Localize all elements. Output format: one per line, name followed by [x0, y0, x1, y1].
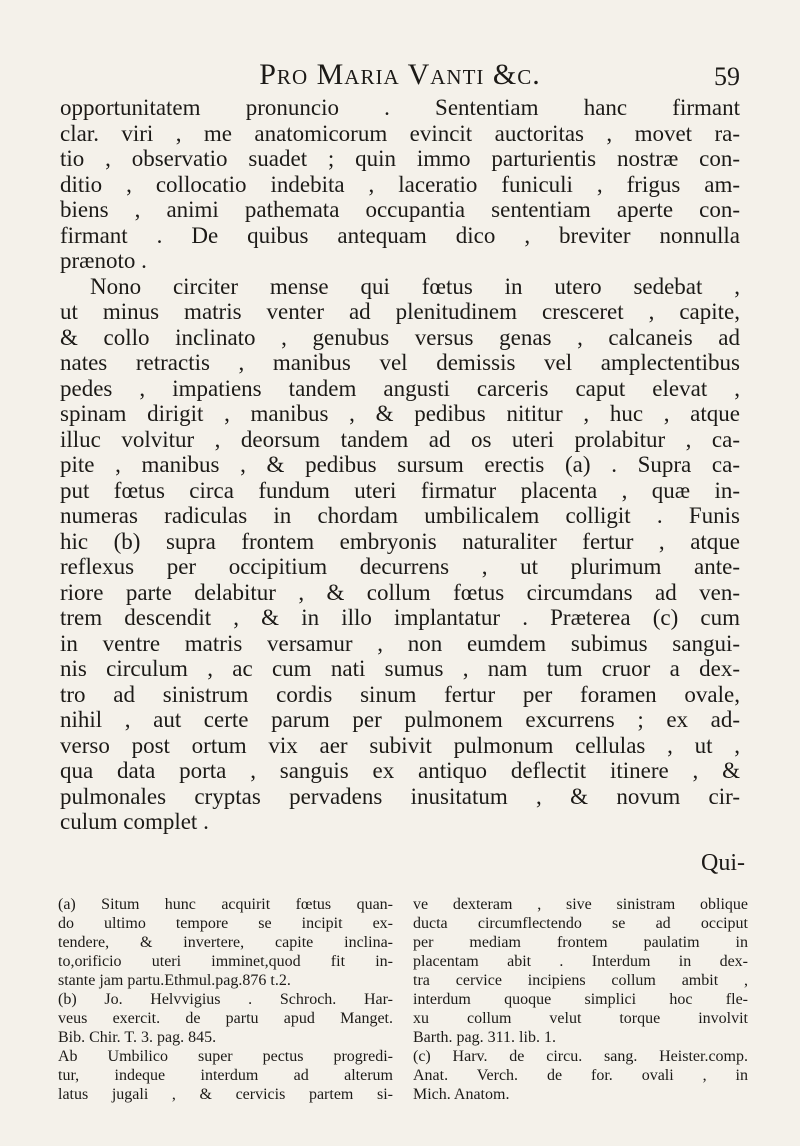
- footnote-line: tur, indeque interdum ad alterum: [58, 1067, 393, 1084]
- body-line: reflexus per occipitium decurrens , ut plurimum ante-: [60, 554, 740, 579]
- footnote-line: Ab Umbilico super pectus progredi-: [58, 1048, 393, 1065]
- body-line: spinam dirigit , manibus , & pedibus nititur , huc , atque: [60, 401, 740, 426]
- footnote-line: placentam abit . Interdum in dex-: [413, 953, 748, 970]
- footnote-line: to,orificio uteri imminet,quod fit in-: [58, 953, 393, 970]
- body-line: ditio , collocatio indebita , laceratio funiculi , frigus am-: [60, 171, 740, 197]
- footnote-line: Anat. Verch. de for. ovali , in: [413, 1067, 748, 1084]
- footnotes-left-column: [58, 895, 393, 1115]
- footnote-line: (a) Situm hunc acquirit fœtus quan-: [58, 896, 393, 913]
- footnote-line: do ultimo tempore se incipit ex-: [58, 915, 393, 932]
- body-line: illuc volvitur , deorsum tandem ad os uteri prolabitur , ca-: [60, 426, 740, 452]
- body-line: tro ad sinistrum cordis sinum fertur per foramen ovale,: [60, 681, 740, 707]
- footnote-line: Barth. pag. 311. lib. 1.: [413, 1029, 556, 1046]
- footnotes: [58, 895, 748, 1115]
- body-line: Nono circiter mense qui fœtus in utero sedebat ,: [90, 273, 740, 299]
- body-line: biens , animi pathemata occupantia sententiam aperte con-: [60, 197, 740, 222]
- body-line: verso post ortum vix aer subivit pulmonum cellulas , ut ,: [60, 732, 740, 758]
- footnote-line: ve dexteram , sive sinistram oblique: [413, 896, 748, 913]
- footnote-line: stante jam partu.Ethmul.pag.876 t.2.: [58, 972, 291, 989]
- body-line: culum complet .: [60, 809, 209, 834]
- body-line: nis circulum , ac cum nati sumus , nam tum cruor a dex-: [60, 656, 740, 681]
- body-line: pedes , impatiens tandem angusti carceris caput elevat ,: [60, 375, 740, 401]
- body-line: hic (b) supra frontem embryonis naturaliter fertur , atque: [60, 528, 740, 554]
- page-number: 59: [714, 62, 740, 91]
- body-line: put fœtus circa fundum uteri firmatur placenta , quæ in-: [60, 477, 740, 503]
- footnote-line: latus jugali , & cervicis partem si-: [58, 1086, 393, 1103]
- body-line: nates retractis , manibus vel demissis vel amplectentibus: [60, 350, 740, 375]
- body-line: trem descendit , & in illo implantatur . Præterea (c) cum: [60, 605, 740, 630]
- body-line: pite , manibus , & pedibus sursum erectis (a) . Supra ca-: [60, 452, 740, 477]
- footnote-line: (c) Harv. de circu. sang. Heister.comp.: [413, 1048, 748, 1065]
- body-line: numeras radiculas in chordam umbilicalem colligit . Funis: [60, 503, 740, 528]
- body-line: qua data porta , sanguis ex antiquo deflectit itinere , &: [60, 758, 740, 783]
- body-line: in ventre matris versamur , non eumdem subimus sangui-: [60, 630, 740, 656]
- footnotes-right-column: [413, 895, 748, 1115]
- running-head: [60, 58, 740, 98]
- body-line: prænoto .: [60, 248, 147, 273]
- body-line: opportunitatem pronuncio . Sententiam hanc firmant: [60, 95, 740, 120]
- body-line: tio , observatio suadet ; quin immo parturientis nostræ con-: [60, 146, 740, 171]
- footnote-line: Mich. Anatom.: [413, 1086, 510, 1103]
- footnote-line: veus exercit. de partu apud Manget.: [58, 1010, 393, 1027]
- catchword: Qui-: [701, 850, 745, 876]
- footnote-line: xu collum velut torque involvit: [413, 1010, 748, 1027]
- footnote-line: (b) Jo. Helvvigius . Schroch. Har-: [58, 991, 393, 1008]
- body-line: nihil , aut certe parum per pulmonem excurrens ; ex ad-: [60, 707, 740, 732]
- body-line: & collo inclinato , genubus versus genas , calcaneis ad: [60, 324, 740, 350]
- body-line: pulmonales cryptas pervadens inusitatum , & novum cir-: [60, 783, 740, 809]
- footnote-line: interdum quoque simplici hoc fle-: [413, 991, 748, 1008]
- footnote-line: tra cervice incipiens collum ambit ,: [413, 972, 748, 989]
- running-title: Pro Maria Vanti &c.: [259, 58, 541, 91]
- body-text: [60, 95, 740, 835]
- body-line: ut minus matris venter ad plenitudinem cresceret , capite,: [60, 299, 740, 324]
- body-line: riore parte delabitur , & collum fœtus circumdans ad ven-: [60, 579, 740, 605]
- footnote-line: per mediam frontem paulatim in: [413, 934, 748, 951]
- footnote-line: ducta circumflectendo se ad occiput: [413, 915, 748, 932]
- footnote-line: tendere, & invertere, capite inclina-: [58, 934, 393, 951]
- body-line: firmant . De quibus antequam dico , breviter nonnulla: [60, 222, 740, 248]
- body-line: clar. viri , me anatomicorum evincit auctoritas , movet ra-: [60, 120, 740, 146]
- footnote-line: Bib. Chir. T. 3. pag. 845.: [58, 1029, 217, 1046]
